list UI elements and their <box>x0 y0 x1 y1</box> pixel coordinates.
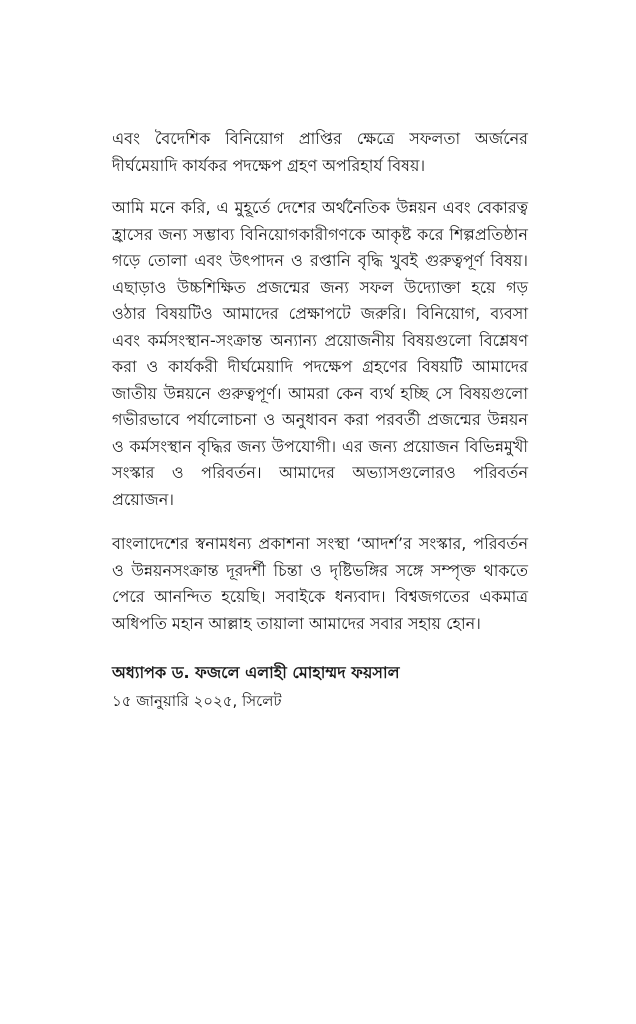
signature-block <box>112 659 528 715</box>
paragraph-opinion: আমি মনে করি, এ মুহূর্তে দেশের অর্থনৈতিক উন্নয়ন এবং বেকারত্ব হ্রাসের জন্য সম্ভাব্য বিনিয়োগকারীগণকে আকৃষ্ট করে শিল্পপ্রতিষ্ঠান গড়ে তোলা এবং উৎপাদন ও রপ্তানি বৃদ্ধি খুবই গুরুত্বপূর্ণ বিষয়। এছাড়াও উচ্চশিক্ষিত প্রজন্মের জন্য সফল উদ্যোক্তা হয়ে গড় ওঠার বিষয়টিও আমাদের প্রেক্ষাপটে জরুরি। বিনিয়োগ, ব্যবসা এবং কর্মসংস্থান-সংক্রান্ত অন্যান্য প্রয়োজনীয় বিষয়গুলো বিশ্লেষণ করা ও কার্যকরী দীর্ঘমেয়াদি পদক্ষেপ গ্রহণের বিষয়টি আমাদের জাতীয় উন্নয়নে গুরুত্বপূর্ণ। আমরা কেন ব্যর্থ হচ্ছি সে বিষয়গুলো গভীরভাবে পর্যালোচনা ও অনুধাবন করা পরবর্তী প্রজন্মের উন্নয়ন ও কর্মসংস্থান বৃদ্ধির জন্য উপযোগী। এর জন্য প্রয়োজন বিভিন্নমুখী সংস্কার ও পরিবর্তন। আমাদের অভ্যাসগুলোরও পরিবর্তন প্রয়োজন। <box>112 198 528 509</box>
paragraph-acknowledgement: বাংলাদেশের স্বনামধন্য প্রকাশনা সংস্থা ‘আদর্শ’র সংস্কার, পরিবর্তন ও উন্নয়নসংক্রান্ত দূরদর্শী চিন্তা ও দৃষ্টিভঙ্গির সঙ্গে সম্পৃক্ত থাকতে পেরে আনন্দিত হয়েছি। সবাইকে ধন্যবাদ। বিশ্বজগতের একমাত্র অধিপতি মহান আল্লাহ তায়ালা আমাদের সবার সহায় হোন। <box>112 534 528 633</box>
paragraph-continuation: এবং বৈদেশিক বিনিয়োগ প্রাপ্তির ক্ষেত্রে সফলতা অর্জনের দীর্ঘমেয়াদি কার্যকর পদক্ষেপ গ্রহণ অপরিহার্য বিষয়। <box>112 129 528 175</box>
document-page <box>112 126 528 715</box>
date-place: ১৫ জানুয়ারি ২০২৫, সিলেট <box>112 692 282 710</box>
author-name: অধ্যাপক ড. ফজলে এলাহী মোহাম্মদ ফয়সাল <box>112 663 400 682</box>
